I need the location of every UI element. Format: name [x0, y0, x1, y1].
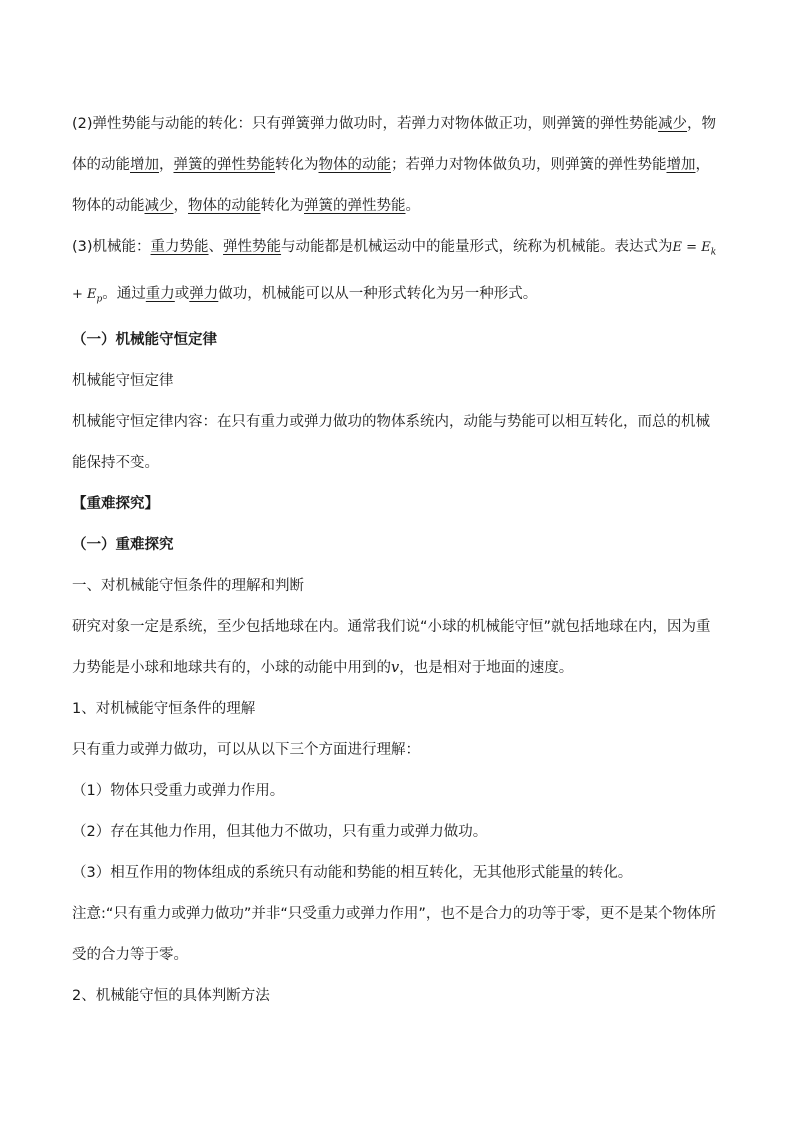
section-heading-key-points: 【重难探究】: [72, 496, 159, 513]
formula-symbol: E: [87, 286, 97, 302]
underlined-term: 增加: [130, 157, 159, 173]
paragraph-subheading: 1、对机械能守恒条件的理解: [72, 701, 256, 718]
underlined-term: 减少: [658, 116, 688, 132]
formula-symbol: E: [701, 240, 711, 255]
text: 或: [174, 285, 190, 302]
underlined-term: 重力势能: [150, 239, 209, 255]
underlined-term: 弹簧的弹性势能: [173, 157, 275, 173]
text: 转化为: [260, 198, 304, 214]
text: ，也是相对于地面的速度。: [399, 660, 574, 677]
text: 转化为: [275, 157, 319, 173]
paragraph-research-object: [72, 607, 722, 689]
text: 做功，机械能可以从一种形式转化为另一种形式。: [218, 285, 538, 302]
paragraph-text: 只有重力或弹力做功，可以从以下三个方面进行理解：: [72, 742, 420, 759]
formula-operator: +: [72, 286, 88, 302]
text: 。: [405, 198, 420, 214]
list-item: （2）存在其他力作用，但其他力不做功，只有重力或弹力做功。: [72, 824, 488, 841]
document-body: [72, 104, 722, 1017]
paragraph-note: 注意:“只有重力或弹力做功”并非“只受重力或弹力作用”，也不是合力的功等于零，更不是某个物体所受的合力等于零。: [72, 906, 716, 964]
text: 。通过: [102, 285, 146, 302]
paragraph-mechanical-energy: [72, 227, 722, 320]
list-item: （1）物体只受重力或弹力作用。: [72, 783, 285, 800]
underlined-term: 减少: [144, 198, 174, 214]
text: 研究对象一定是系统，至少包括地球在内。通常我们说“小球的机械能守恒”就包括地球在内，因为重力势能是小球和地球共有的，小球的动能中用到的: [72, 619, 711, 677]
formula-subscript: k: [710, 247, 717, 258]
paragraph-law-content: 机械能守恒定律内容：在只有重力或弹力做功的物体系统内，动能与势能可以相互转化，而总的机械能保持不变。: [72, 414, 710, 472]
underlined-term: 物体的动能: [188, 198, 261, 214]
underlined-term: 弹力: [189, 285, 219, 302]
formula-subscript: p: [96, 294, 103, 305]
formula-symbol: E: [672, 240, 683, 255]
text: (2)弹性势能与动能的转化：只有弹簧弹力做功时，若弹力对物体做正功，则弹簧的弹性势能: [72, 116, 659, 132]
paragraph-subheading: 2、机械能守恒的具体判断方法: [72, 988, 270, 1005]
paragraph-subheading: 一、对机械能守恒条件的理解和判断: [72, 578, 304, 595]
underlined-term: 物体的动能: [318, 157, 391, 173]
text: ，物体的动能: [72, 157, 710, 214]
text: 与动能都是机械运动中的能量形式，统称为机械能。表达式为: [281, 239, 673, 255]
underlined-term: 重力: [145, 285, 175, 302]
list-item: （3）相互作用的物体组成的系统只有动能和势能的相互转化，无其他形式能量的转化。: [72, 865, 633, 882]
text: ，: [173, 198, 188, 214]
underlined-term: 弹性势能: [223, 239, 282, 255]
text: (3)机械能：: [72, 239, 151, 255]
text: ，物体的动能: [72, 116, 717, 173]
velocity-symbol: v: [391, 660, 400, 677]
underlined-term: 弹簧的弹性势能: [304, 198, 406, 214]
text: ；若弹力对物体做负功，则弹簧的弹性势能: [391, 157, 667, 173]
text: ，: [159, 157, 174, 173]
section-heading: （一）机械能守恒定律: [72, 332, 217, 349]
paragraph-law-title: 机械能守恒定律: [72, 373, 174, 390]
section-heading: （一）重难探究: [72, 537, 174, 554]
text: 、: [208, 239, 224, 255]
paragraph-elastic-conversion: [72, 104, 722, 227]
formula-operator: =: [682, 240, 702, 255]
underlined-term: 增加: [666, 157, 696, 173]
